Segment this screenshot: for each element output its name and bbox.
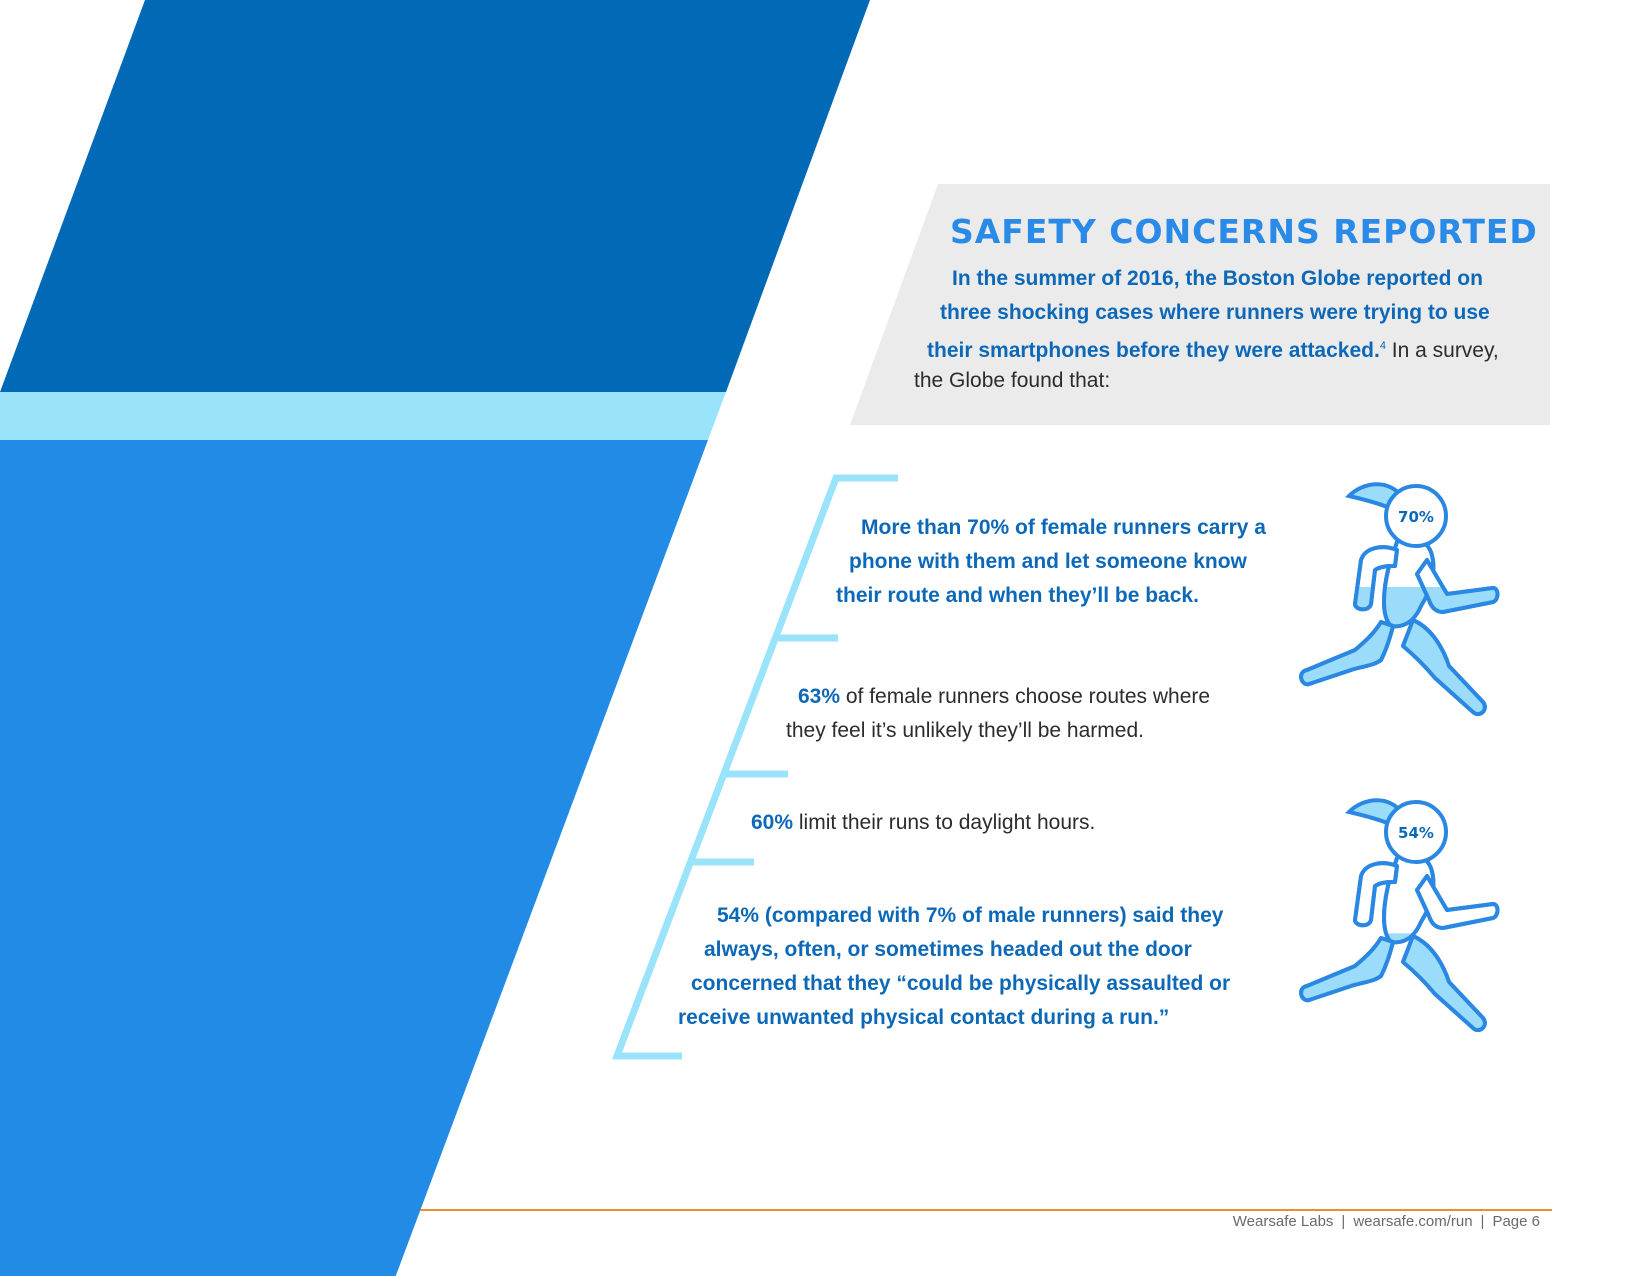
stat-4-line-4: receive unwanted physical contact during a run.” <box>678 1006 1170 1029</box>
light-blue-band <box>0 392 726 440</box>
mid-blue-parallelogram <box>0 440 708 1276</box>
stat-3-line-1 <box>751 806 1095 839</box>
intro-line-2: three shocking cases where runners were trying to use <box>940 301 1490 324</box>
stat-3-line-1-rest: limit their runs to daylight hours. <box>793 811 1096 834</box>
runner-fill-level <box>1403 620 1485 714</box>
footer-page-number: Page 6 <box>1492 1213 1540 1230</box>
runner-icon-54 <box>1285 786 1525 1051</box>
intro-line-3-bold: their smartphones before they were attacked. <box>927 339 1380 362</box>
runner-fill-level <box>1403 936 1485 1030</box>
footer-url[interactable]: wearsafe.com/run <box>1353 1213 1473 1230</box>
runner-percent-label: 70% <box>1398 508 1434 526</box>
stat-4-line-3: concerned that they “could be physically assaulted or <box>691 972 1231 995</box>
intro-line-3-rest: In a survey, <box>1385 339 1499 362</box>
stat-1-line-3: their route and when they’ll be back. <box>836 584 1199 607</box>
footer-separator: | <box>1480 1213 1485 1230</box>
intro-line-4: the Globe found that: <box>914 369 1111 392</box>
stat-2-line-1-rest: of female runners choose routes where <box>840 685 1211 708</box>
stat-1-line-1: More than 70% of female runners carry a <box>861 516 1266 539</box>
footer <box>1233 1213 1540 1230</box>
footnote-marker: 4 <box>1379 340 1386 352</box>
runner-icon-70 <box>1285 470 1525 735</box>
intro-line-3 <box>927 330 1499 367</box>
runner-icon-svg <box>1285 470 1525 730</box>
stat-4-line-2: always, often, or sometimes headed out the door <box>704 938 1192 961</box>
stat-2-line-1 <box>798 680 1210 713</box>
stat-2-line-2: they feel it’s unlikely they’ll be harmed. <box>786 719 1144 742</box>
footer-separator: | <box>1341 1213 1346 1230</box>
runner-icon-svg <box>1285 786 1525 1046</box>
intro-line-1: In the summer of 2016, the Boston Globe reported on <box>952 267 1483 290</box>
footer-company: Wearsafe Labs <box>1232 1213 1334 1230</box>
section-title: SAFETY CONCERNS REPORTED <box>950 212 1538 251</box>
runner-percent-label: 54% <box>1398 824 1434 842</box>
stat-4-line-1: 54% (compared with 7% of male runners) said they <box>717 904 1224 927</box>
stat-2-highlight: 63% <box>798 685 841 708</box>
stat-3-highlight: 60% <box>751 811 794 834</box>
stat-1-line-2: phone with them and let someone know <box>849 550 1247 573</box>
dark-blue-parallelogram <box>0 0 870 392</box>
